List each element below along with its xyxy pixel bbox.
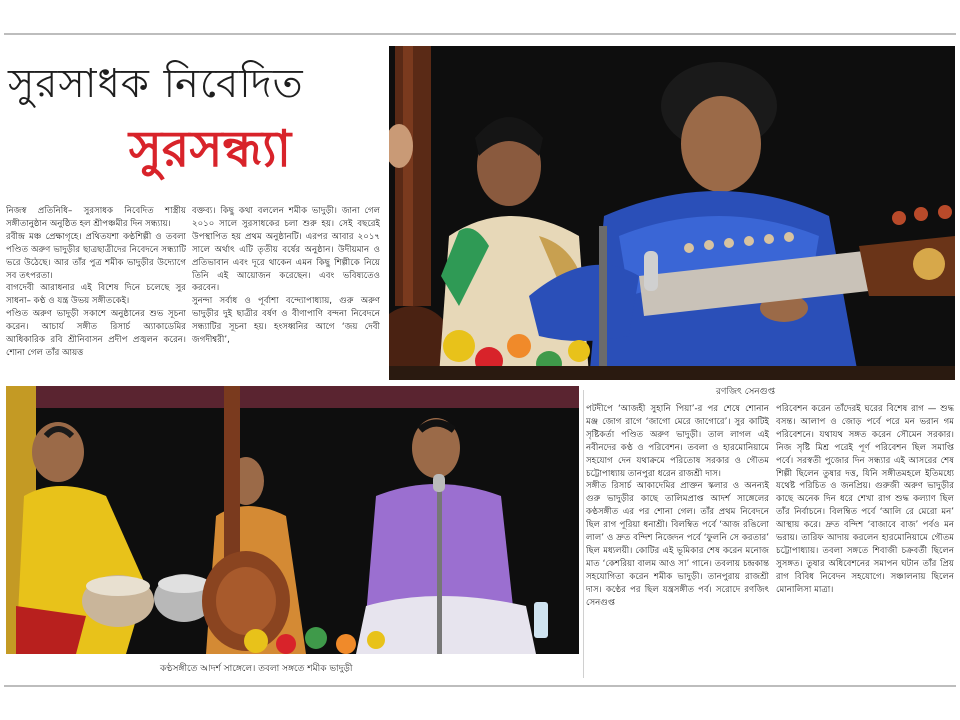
paragraph: রবীন্দ্র মঞ্চ প্রেক্ষাগৃহে। প্রথিতযশা কণ্ঠশিল্পী ও তবলা পণ্ডিত অরুণ ভাদুড়ীর ছাত্রছাত্রীদের নিবেদনে সন্ধ্যাটি ভরে উঠেছে। আর তাঁর পুত্র শমীক ভাদুড়ীর উদ্যোগে সব তৎপরতা। xyxy=(6,231,186,281)
paragraph: সঙ্গীত রিসার্চ আকাদেমির প্রাক্তন স্কলার ও অনন্যই গুরু ভাদুড়ীর কাছে তালিমপ্রাপ্ত আদর্শ সাঙ্গেলের কণ্ঠসঙ্গীত এর পর শোনা গেল। তাঁর প্রথম নিবেদনে ছিল রাগ পূরিয়া ধনাশ্রী। বিলম্বিত পর্বে ‘আজ রঙিলো লাল’ ও দ্রুত বন্দিশ নিজেদন পর্বে ‘ফুলনি সে করতার’ ছিল মধ্যলয়ী। কোটির এই ভূমিকার শেষ করেন মনোজ মাত ‘কেশরিয়া বালম আও সা’ গানে। তবলায় চন্দ্রকান্ত সহযোগিতা করেন শমীক ভাদুড়ী। তানপুরায় রাজশ্রী দাস। কণ্ঠের পর ছিল যন্ত্রসঙ্গীত পর্ব। সরোদে রণজিৎ সেনগুপ্ত xyxy=(586,481,769,608)
bottom-rule xyxy=(4,685,956,687)
headline-line-2: সুরসন্ধ্যা xyxy=(128,119,292,178)
photo-caption-bottom: কণ্ঠসঙ্গীতে আদর্শ সাঙ্গেলে। তবলা সঙ্গতে শমীক ভাদুড়ী xyxy=(160,664,353,674)
paragraph: পটদীপে ‘আজহী সুহানি পিয়া’-র পর শেষে শোনান মঞ্জ জোগ রাগে ‘জাগো মেরে জাগোরে’। সুর কাটিই সৃষ্টিকর্তা পণ্ডিত অরুণ ভাদুড়ী। তাল লাগল এই নবীনদের কণ্ঠ ও পরিবেশন। তবলা ও হারমোনিয়ামে সহযোগ দেন যথাক্রমে পরিতোষ সরকার ও গৌতম চট্টোপাধ্যায় তানপুরা ধরেন রাজশ্রী দাস। xyxy=(586,404,769,479)
article-column-1 xyxy=(6,205,186,385)
paragraph: নিজস্ব প্রতিনিধি– সুরসাধক নিবেদিত শাস্ত্রীয় সঙ্গীতানুষ্ঠান অনুষ্ঠিত হল শ্রীপঞ্চমীর দিন সন্ধ্যায়। xyxy=(6,206,186,229)
column-divider xyxy=(583,390,584,678)
paragraph: সুনন্দা সর্বাধ ও পূর্বাশা বন্দ্যোপাধ্যায়, গুরু অরুণ ভাদুড়ীর দুই ছাত্রীর বর্ষণ ও বীণাপাণি বন্দনা নিবেদনে সন্ধ্যাটির সূচনা হয়। হংসধ্বনির আগে ‘জয় দেবী জগদীশ্বরী’, xyxy=(192,296,380,346)
photo-credit-top: রণজিৎ সেনগুপ্ত xyxy=(716,387,776,397)
paragraph: বাগদেবী আরাধনার এই বিশেষ দিনে চলেছে সুর সাধনা– কণ্ঠ ও যন্ত্র উভয় সঙ্গীতকেই। xyxy=(6,283,186,307)
paragraph: পণ্ডিত অরুণ ভাদুড়ী সকাশে অনুষ্ঠানের শুভ সূচনা করেন। আচার্য সঙ্গীত রিসার্চ অ্যাকাডেমির আধিকারিক রবি শ্রীনিবাসন প্রদীপ প্রজ্বলন করেন। শোনা গেল তাঁর আয়ত্ত xyxy=(6,309,186,358)
paragraph: পরিবেশন করেন তাঁদেরই ঘরের বিশেষ রাগ — শুদ্ধ বসন্ত। আলাপ ও জোড় পর্বে পরে মন ভরান গম পরিবেশনে। যথাযথ সঙ্গত করেন সৌমেন সরকার। নিজ সৃষ্টি মিশ্র পরেই পূর্ণ পরিবেশন ছিল সমাপ্তি পর্বে। সরস্বতী পুজোর দিন সন্ধ্যার এই আসরের শেষ শিল্পী ছিলেন তুষার দত্ত, যিনি সঙ্গীতমহলে ইতিমধ্যে যথেষ্ট পরিচিত ও জনপ্রিয়। গুরুজী অরুণ ভাদুড়ীর কাছে অনেক দিন ধরে শেখা রাগ শুদ্ধ কল্যাণ ছিল তাঁর নির্বাচনে। বিলম্বিত পর্বে ‘আলি রে মেরো মন’ আস্থায় করে। দ্রুত বন্দিশ ‘বাজাবে বাজ’ পর্বও মন ভরায়। তারিফ আদায় করলেন হারমোনিয়ামে গৌতম চট্টোপাধ্যায়। তবলা সঙ্গতে শিবাজী চক্রবর্তী ছিলেন সুসঙ্গত। তুষার অধিবেশনের সমাপন ঘটান তাঁর প্রিয় রাগ বিবিধ নিবেদন সহযোগে। সঞ্চালনায় ছিলেন মোনালিসা মাত্রা। xyxy=(776,404,954,595)
photo-sarod-performance xyxy=(389,46,955,380)
article-column-3 xyxy=(586,403,769,676)
top-rule xyxy=(4,33,956,35)
article-column-2 xyxy=(192,205,380,385)
headline-line-1: সুরসাধক নিবেদিত xyxy=(8,61,304,107)
paragraph: বক্তব্য। কিছু কথা বললেন শমীক ভাদুড়ী। জানা গেল ২০১০ সালে সুরসাধকের চলা শুরু হয়। সেই বছরেই উপস্থাপিত হয় প্রথম অনুষ্ঠানটি। এরপর আবার ২০১৭ সালে অর্থাৎ এটি তৃতীয় বর্ষের অনুষ্ঠান। উদীয়মান ও প্রতিভাবান এবং দূরে থাকেন এমন কিছু শিল্পীকে নিয়ে তিনি এই আয়োজন করেছেন। এবং ভবিষ্যতেও করবেন। xyxy=(192,206,380,294)
article-column-4 xyxy=(776,403,954,676)
photo-vocal-performance xyxy=(6,386,579,654)
